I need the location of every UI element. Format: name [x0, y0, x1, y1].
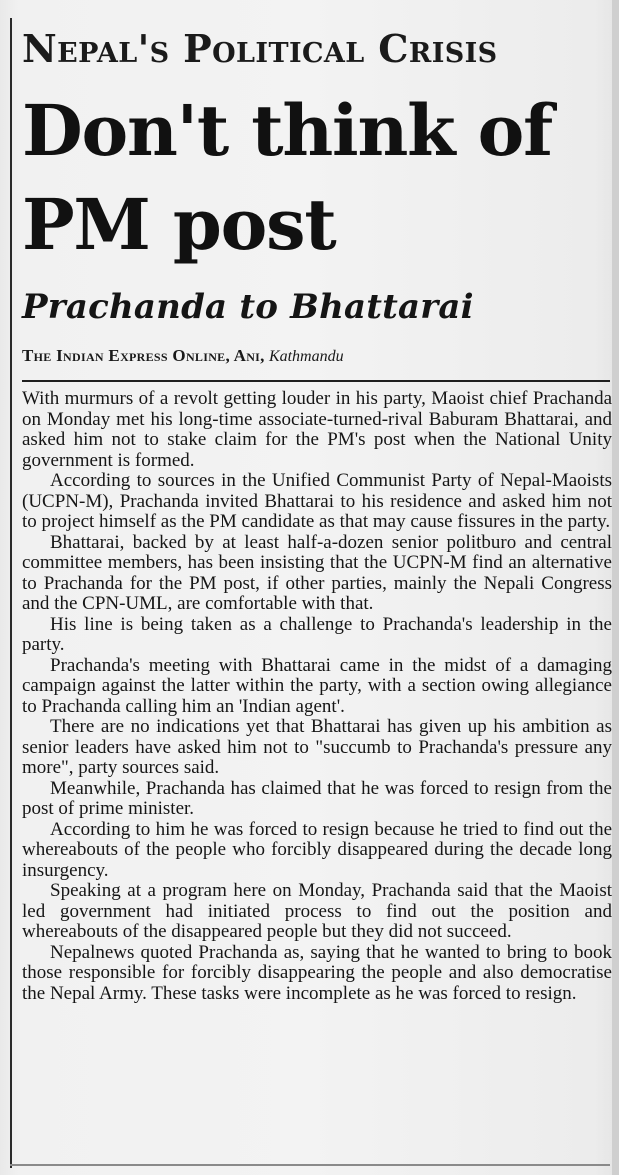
subheadline: Prachanda to Bhattarai: [22, 287, 474, 327]
paragraph: Meanwhile, Prachanda has claimed that he was forced to resign from the post of prime minister.: [22, 777, 612, 819]
headline: Don't think of PM post: [22, 89, 553, 266]
paragraph: Prachanda's meeting with Bhattarai came in the midst of a damaging campaign against the latter within the party, with a section owing allegiance to Prachanda calling him an 'Indian agent'.: [22, 654, 612, 717]
byline: [22, 345, 344, 368]
paragraph: According to sources in the Unified Communist Party of Nepal-Maoists (UCPN-M), Prachanda invited Bhattarai to his residence and asked him not to project himself as the PM candidate as that may cause fissures in the party.: [22, 470, 612, 532]
byline-source: The Indian Express Online, Ani,: [22, 346, 265, 365]
paragraph: There are no indications yet that Bhattarai has given up his ambition as senior leaders have asked him not to "succumb to Prachanda's pressure any more", party sources said.: [22, 716, 612, 778]
paragraph: According to him he was forced to resign because he tried to find out the whereabouts of the people who forcibly disappeared during the decade long insurgency.: [22, 818, 612, 881]
paragraph: His line is being taken as a challenge to Prachanda's leadership in the party.: [22, 613, 612, 655]
paragraph: With murmurs of a revolt getting louder in his party, Maoist chief Prachanda on Monday met his long-time associate-turned-rival Baburam Bhattarai, and asked him not to stake claim for the PM's post when the National Unity government is formed.: [22, 388, 612, 471]
paragraph: Speaking at a program here on Monday, Prachanda said that the Maoist led government had initiated process to find out the position and whereabouts of the disappeared people but they did not succeed.: [22, 880, 612, 942]
section-kicker: Nepal's Political Crisis: [22, 26, 498, 71]
page-gutter: [612, 0, 619, 1175]
column-rule: [10, 18, 12, 1168]
divider: [22, 380, 610, 382]
byline-location: Kathmandu: [268, 348, 344, 365]
paragraph: Bhattarai, backed by at least half-a-dozen senior politburo and central committee members, has been insisting that the UCPN-M find an alternative to Prachanda for the PM post, if other parties, mainly the Nepali Congress and the CPN-UML, are comfortable with that.: [22, 531, 612, 614]
paragraph: Nepalnews quoted Prachanda as, saying that he wanted to bring to book those responsible for forcibly disappearing the people and also democratise the Nepal Army. These tasks were incomplete as he was forced to resign.: [22, 941, 612, 1004]
bottom-border: [10, 1164, 610, 1166]
article-body: [22, 389, 612, 1004]
